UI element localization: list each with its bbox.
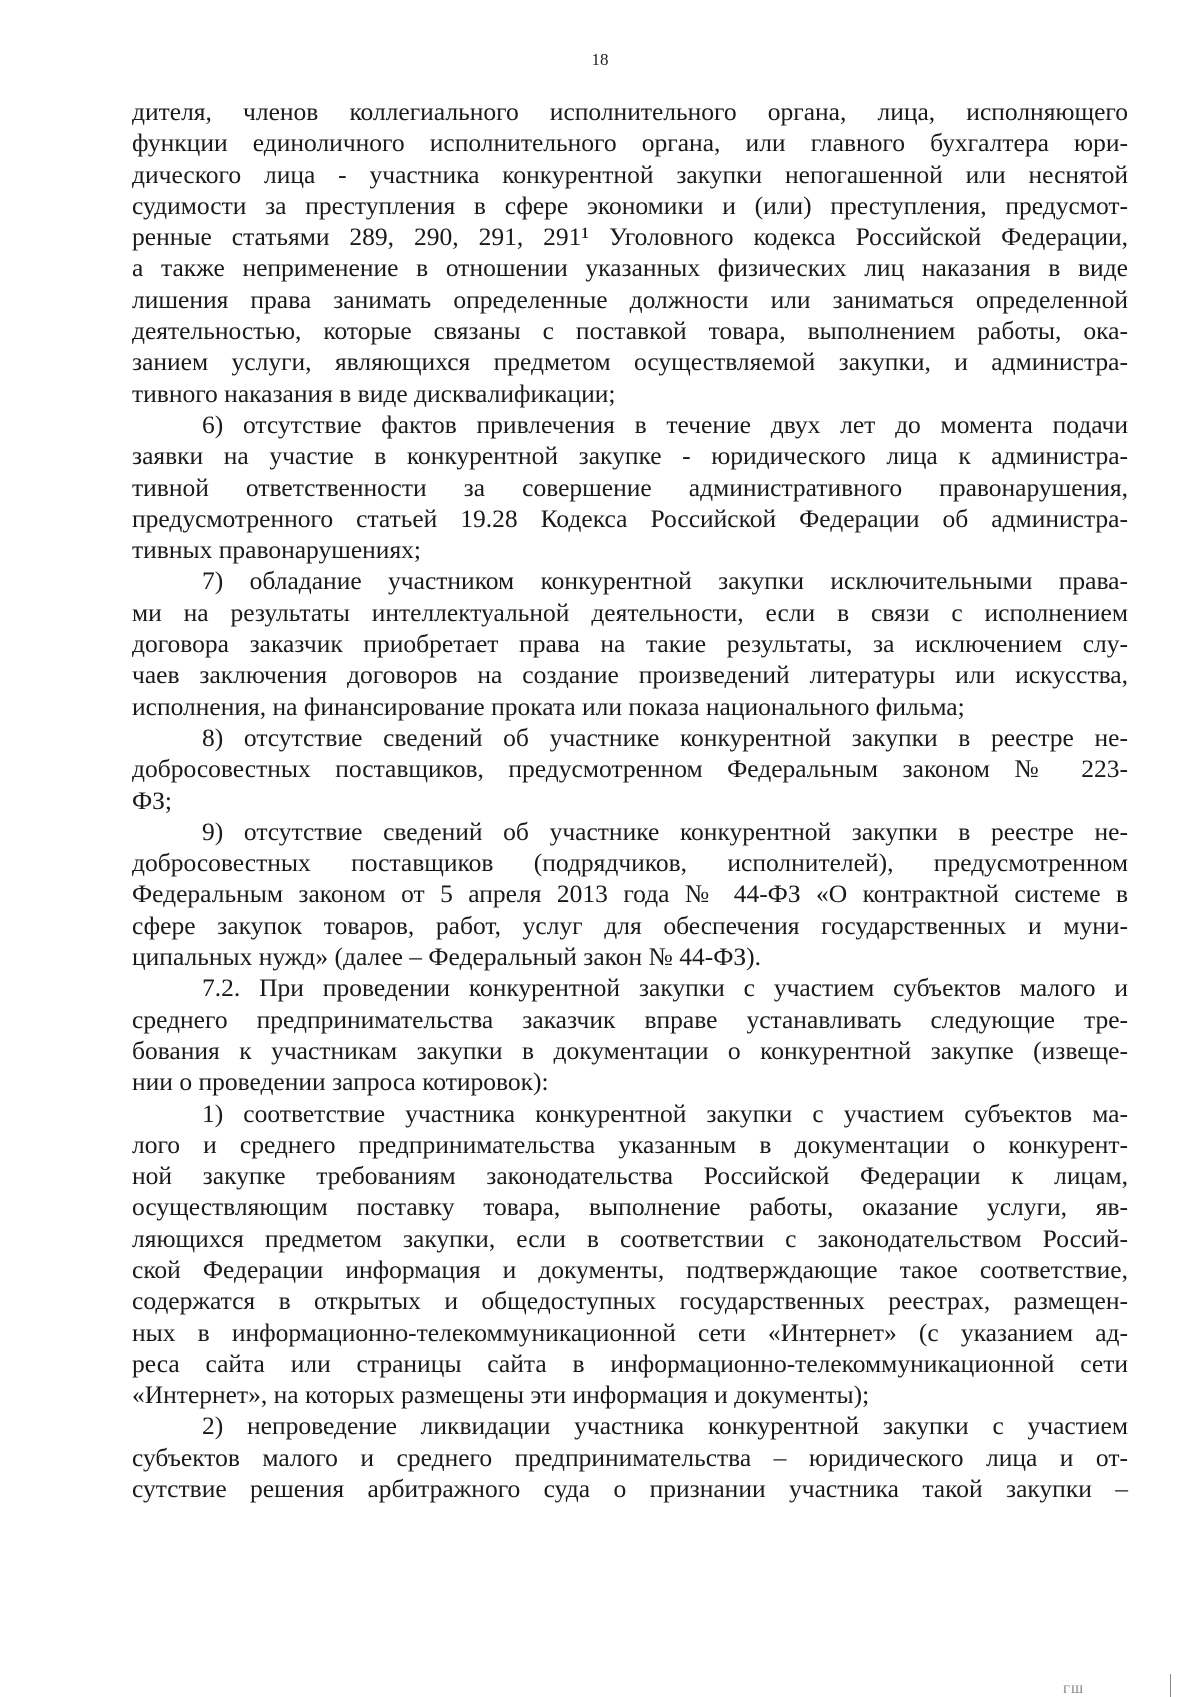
text-line: тивных правонарушениях; (132, 535, 422, 565)
text-line: предусмотренного статьей 19.28 Кодекса Российской Федерации об администра- (132, 503, 1128, 533)
text-line: добросовестных поставщиков, предусмотренном Федеральным законом № 223- (132, 754, 1128, 784)
footer-mark: ГШ (1063, 1682, 1085, 1696)
text-line: ной закупке требованиям законодательства Российской Федерации к лицам, (132, 1161, 1128, 1191)
text-line: содержатся в открытых и общедоступных государственных реестрах, размещен- (132, 1286, 1128, 1316)
text-line: 6) отсутствие фактов привлечения в течение двух лет до момента подачи (202, 409, 1128, 439)
text-line: сутствие решения арбитражного суда о признании участника такой закупки – (132, 1474, 1128, 1504)
text-line: ципальных нужд» (далее – Федеральный закон № 44-ФЗ). (132, 942, 761, 972)
text-line: ляющихся предметом закупки, если в соответствии с законодательством Россий- (132, 1223, 1128, 1253)
text-line: 2) непроведение ликвидации участника конкурентной закупки с участием (202, 1411, 1128, 1441)
text-line: 9) отсутствие сведений об участнике конкурентной закупки в реестре не- (202, 816, 1128, 846)
text-line: 1) соответствие участника конкурентной закупки с участием субъектов ма- (202, 1098, 1128, 1128)
page-edge-mark (1170, 1674, 1171, 1697)
text-line: 7.2. При проведении конкурентной закупки с участием субъектов малого и (202, 973, 1128, 1003)
text-line: договора заказчик приобретает права на такие результаты, за исключением слу- (132, 629, 1128, 659)
text-line: ми на результаты интеллектуальной деятельности, если в связи с исполнением (132, 597, 1128, 627)
text-line: Федеральным законом от 5 апреля 2013 года № 44-ФЗ «О контрактной системе в (132, 879, 1128, 909)
text-line: чаев заключения договоров на создание произведений литературы или искусства, (132, 660, 1128, 690)
page-number: 18 (591, 50, 609, 69)
text-line: ных в информационно-телекоммуникационной сети «Интернет» (с указанием ад- (132, 1317, 1128, 1347)
text-line: занием услуги, являющихся предметом осуществляемой закупки, и администра- (132, 347, 1128, 377)
text-line: ской Федерации информация и документы, подтверждающие такое соответствие, (132, 1254, 1128, 1284)
text-line: осуществляющим поставку товара, выполнение работы, оказание услуги, яв- (132, 1192, 1128, 1222)
text-line: сфере закупок товаров, работ, услуг для обеспечения государственных и муни- (132, 910, 1128, 940)
text-line: добросовестных поставщиков (подрядчиков, исполнителей), предусмотренном (132, 848, 1128, 878)
text-line: исполнения, на финансирование проката или показа национального фильма; (132, 691, 965, 721)
text-line: заявки на участие в конкурентной закупке - юридического лица к администра- (132, 441, 1128, 471)
text-line: ренные статьями 289, 290, 291, 291¹ Уголовного кодекса Российской Федерации, (132, 222, 1128, 252)
text-line: дического лица - участника конкурентной закупки непогашенной или неснятой (132, 159, 1128, 189)
text-line: 7) обладание участником конкурентной закупки исключительными права- (202, 566, 1128, 596)
text-line: бования к участникам закупки в документации о конкурентной закупке (извеще- (132, 1035, 1128, 1065)
text-line: лишения права занимать определенные должности или заниматься определенной (132, 284, 1128, 314)
text-line: дителя, членов коллегиального исполнительного органа, лица, исполняющего (132, 97, 1128, 126)
text-line: тивного наказания в виде дисквалификации; (132, 378, 616, 408)
text-line: судимости за преступления в сфере экономики и (или) преступления, предусмот- (132, 190, 1128, 220)
text-line: субъектов малого и среднего предпринимательства – юридического лица и от- (132, 1442, 1128, 1472)
text-line: тивной ответственности за совершение административного правонарушения, (132, 472, 1128, 502)
text-line: среднего предпринимательства заказчик вправе устанавливать следующие тре- (132, 1004, 1128, 1034)
text-line: ФЗ; (132, 785, 173, 815)
text-line: лого и среднего предпринимательства указанным в документации о конкурент- (132, 1129, 1128, 1159)
text-line: деятельностью, которые связаны с поставкой товара, выполнением работы, ока- (132, 316, 1128, 346)
text-line: а также неприменение в отношении указанных физических лиц наказания в виде (132, 253, 1128, 283)
text-line: 8) отсутствие сведений об участнике конкурентной закупки в реестре не- (202, 722, 1128, 752)
document-body (132, 96, 1128, 1504)
text-line: функции единоличного исполнительного органа, или главного бухгалтера юри- (132, 128, 1128, 158)
text-line: «Интернет», на которых размещены эти информация и документы); (132, 1380, 870, 1410)
text-line: нии о проведении запроса котировок): (132, 1067, 549, 1097)
text-line: реса сайта или страницы сайта в информационно-телекоммуникационной сети (132, 1348, 1128, 1378)
